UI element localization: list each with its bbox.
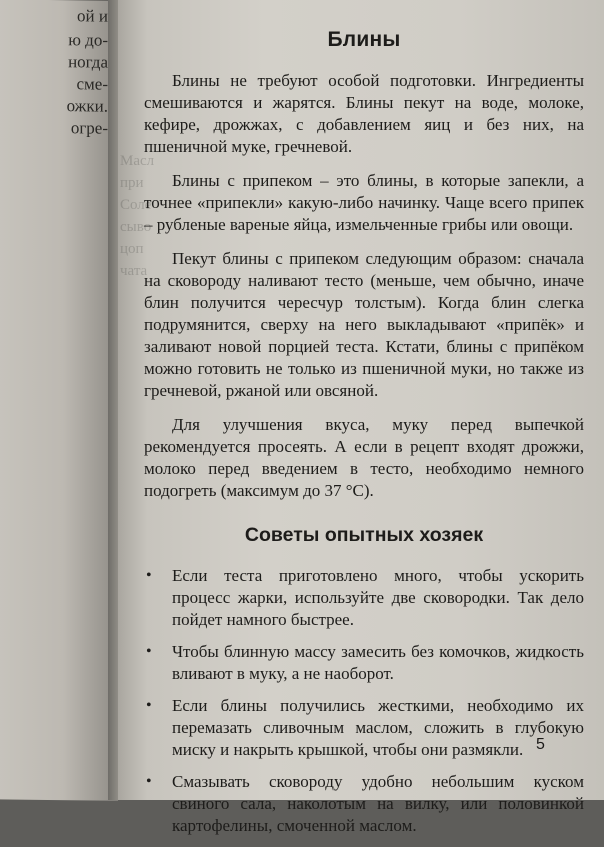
bullet-icon: •	[146, 643, 152, 660]
tip-text: Если блины получились жесткими, необходимо их перемазать сливочным маслом, сложить в глубокую миску и накрыть крышкой, чтобы они размякли.	[172, 696, 584, 759]
tips-title: Советы опытных хозяек	[244, 524, 484, 546]
left-page-text-fragment: ю до-	[68, 30, 108, 50]
right-page	[118, 0, 604, 835]
paragraph: Блины не требуют особой подготовки. Ингредиенты смешиваются и жарятся. Блины пекут на воде, молоке, кефире, дрожжах, с добавлением яиц и без них, на пшеничной муке, гречневой.	[144, 71, 584, 156]
bullet-icon: •	[146, 567, 152, 584]
left-page-text-fragment: огре-	[70, 118, 108, 138]
left-page-text-fragment: ой и	[77, 6, 108, 26]
left-page	[0, 0, 118, 801]
page-title: Блины	[327, 28, 401, 51]
tip-text: Чтобы блинную массу замесить без комочков, жидкость вливают в муку, а не наоборот.	[172, 642, 584, 683]
tip-text: Смазывать сковороду удобно небольшим куском свиного сала, наколотым на вилку, или половинкой картофелины, смоченной маслом.	[172, 772, 584, 835]
tip-item	[144, 641, 584, 685]
tip-item	[144, 695, 584, 761]
left-page-text-fragment: ногда	[68, 52, 108, 72]
tip-text: Если теста приготовлено много, чтобы ускорить процесс жарки, используйте две сковородки. Так дело пойдет намного быстрее.	[172, 566, 584, 629]
left-page-text-fragment: сме-	[76, 74, 108, 94]
tips-list	[144, 565, 584, 837]
bullet-icon: •	[146, 697, 152, 714]
tip-item	[144, 771, 584, 837]
show-through-texture: Масл при Соле сыво цоп чата	[120, 153, 155, 279]
paragraph: Блины с припеком – это блины, в которые запекли, а точнее «припекли» какую-либо начинку. Чаще всего припек – рубленые вареные яйца, измельченные грибы или овощи.	[144, 171, 584, 234]
page-content	[144, 28, 584, 847]
bullet-icon: •	[146, 773, 152, 790]
tip-item	[144, 565, 584, 631]
left-page-text-fragment: ожки.	[66, 96, 108, 116]
page-number: 5	[536, 736, 545, 753]
paragraph: Для улучшения вкуса, муку перед выпечкой рекомендуется просеять. А если в рецепт входят дрожжи, молоко перед введением в тесто, необходимо немного подогреть (максимум до 37 °С).	[144, 415, 584, 500]
paragraph: Пекут блины с припеком следующим образом: сначала на сковороду наливают тесто (меньше, чем обычно, иначе блин получится чересчур толстым). Когда блин слегка подрумянится, сверху на него выкладывают «припёк» и заливают новой порцией теста. Кстати, блины с припёком можно готовить не только из пшеничной муки, но также из гречневой, ржаной или овсяной.	[144, 249, 584, 400]
